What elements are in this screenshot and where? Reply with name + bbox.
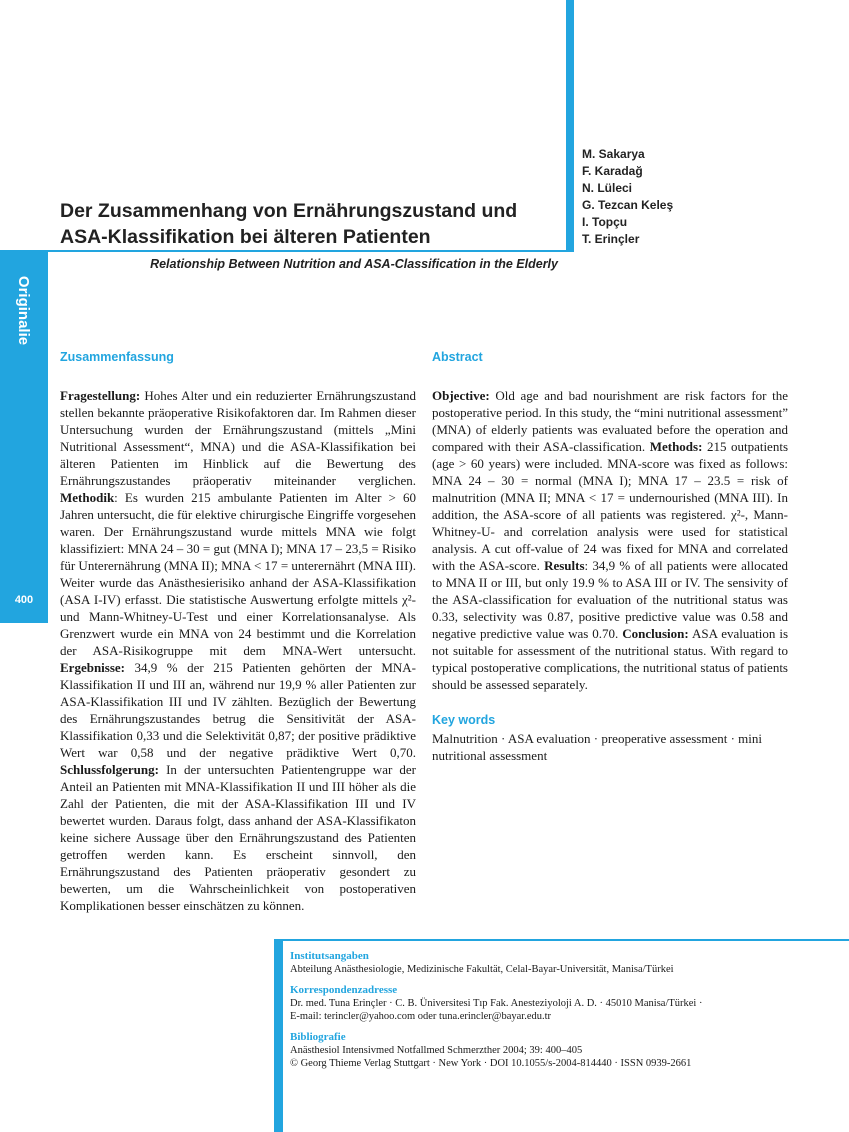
abstract-heading: Abstract [432, 350, 483, 364]
paragraph-text: 34,9 % der 215 Patienten gehörten der MNA-Klassifikation II und III an, während nur 19,9 % aller Patienten zur ASA-Klassifikation III und IV zählten. Bezüglich der Bewertung des Ernährungszustandes betrug die Sensitivität der ASA-Klassifikation 0,33 und die Selektivität 0,87; der positive prädiktive Wert war 0,58 und der negative prädiktive Wert 0,70. [60, 660, 416, 760]
author: M. Sakarya [582, 147, 645, 161]
author: I. Topçu [582, 215, 628, 229]
page-number: 400 [14, 594, 34, 606]
lead-label: Conclusion: [622, 626, 689, 641]
author: F. Karadağ [582, 164, 643, 178]
article-info [290, 950, 830, 1070]
author: N. Lüleci [582, 181, 633, 195]
abstract-text [432, 387, 788, 693]
correspondence-line: Dr. med. Tuna Erinçler · C. B. Üniversitesi Tıp Fak. Anesteziyoloji A. D. · 45010 Manisa/Türkei · [290, 998, 703, 1009]
bibliography-line: © Georg Thieme Verlag Stuttgart · New York · DOI 10.1055/s-2004-814440 · ISSN 0939-2661 [290, 1058, 692, 1069]
paragraph-text: : Es wurden 215 ambulante Patienten im Alter > 60 Jahren untersucht, die für elektive chirurgische Eingriffe vorgesehen waren. Der Ernährungszustand wurde mittels MNA wie folgt klassifiziert: MNA 24 – 30 = gut (MNA I); MNA 17 – 23,5 = Risiko für Unterernährung (MNA II); MNA < 17 = unterernährt (MNA III). Weiter wurde das Anästhesierisiko anhand der ASA-Klassifikation (ASA I-IV) erfasst. Die statistische Auswertung erfolgte mittels χ²-und Mann-Whitney-U-Test und einer Korrelationsanalyse. Als Grenzwert wurde ein MNA von 24 bestimmt und die Korrelation der ASA-Risikogruppe mit dem MNA-Wert untersucht. [60, 490, 416, 658]
author-list [582, 146, 673, 248]
author: T. Erinçler [582, 232, 640, 246]
keywords-heading: Key words [432, 713, 496, 727]
paragraph-text: 215 outpatients (age > 60 years) were included. MNA-score was fixed as follows: MNA 24 – 30 = normal (MNA I); MNA 17 – 23.5 = risk of malnutrition (MNA II; MNA < 17 = undernourished (MNA III). In addition, the ASA-score of all patients was registered. χ²-, Mann-Whitney-U- and correlation analysis were used for statistical analysis. A cut off-value of 24 was fixed for MNA and correlated with the ASA-score. [432, 439, 788, 573]
institution-text: Abteilung Anästhesiologie, Medizinische Fakultät, Celal-Bayar-Universität, Manisa/Türkei [290, 964, 674, 975]
bibliography-line: Anästhesiol Intensivmed Notfallmed Schmerzther 2004; 39: 400–405 [290, 1045, 583, 1056]
zusammenfassung-text [60, 387, 416, 914]
lead-label: Methods: [649, 439, 703, 454]
title-line: Der Zusammenhang von Ernährungszustand und [60, 200, 518, 222]
paragraph-text: : 34,9 % of all patients were allocated to MNA II or III, but only 19.9 % to ASA III or IV. The sensivity of the ASA-classification for evaluation of the nutritional status was 0.33, selectivity was 0.87, positive predictive value was 0.58 and negative predictive value was 0.70. [432, 558, 788, 641]
zusammenfassung-section [60, 350, 416, 914]
lead-label: Results [544, 558, 585, 573]
correspondence-email: E-mail: terincler@yahoo.com oder tuna.erincler@bayar.edu.tr [290, 1011, 552, 1022]
accent-bar-top [566, 0, 574, 250]
keywords-text: Malnutrition · ASA evaluation · preoperative assessment · mini nutritional assessment [432, 731, 762, 763]
lead-label: Objective: [432, 388, 490, 403]
title-rule [0, 250, 574, 252]
paragraph-text: Old age and bad nourishment are risk factors for the postoperative period. In this study, the “mini nutritional assessment” (MNA) of elderly patients was evaluated before the operation and compared with their ASA-classification. [432, 388, 788, 454]
zusammenfassung-heading: Zusammenfassung [60, 350, 174, 364]
title-line: ASA-Klassifikation bei älteren Patienten [60, 226, 431, 248]
correspondence-heading: Korrespondenzadresse [290, 984, 398, 996]
section-label-text: Originalie [15, 275, 33, 345]
lead-label: Methodik [60, 490, 115, 505]
article-subtitle: Relationship Between Nutrition and ASA-Classification in the Elderly [150, 257, 558, 271]
paragraph-text: Hohes Alter und ein reduzierter Ernährungszustand stellen bekannte präoperative Risikofaktoren dar. Im Rahmen dieser Untersuchung wurden der Ernährungszustand (mittels „Mini Nutritional Assessment“, MNA) und die ASA-Klassifikation bei älteren Patienten im Hinblick auf die Bewertung des Ernährungszustandes präoperativ miteinander verglichen. [60, 388, 416, 488]
bibliography-heading: Bibliografie [290, 1031, 346, 1043]
abstract-section [432, 350, 788, 764]
lead-label: Ergebnisse: [60, 660, 125, 675]
footer-rule [274, 939, 849, 941]
paragraph-text: ASA evaluation is not suitable for assessment of the nutritional status. With regard to typical postoperative complications, the nutritional status of patients should be assessed separately. [432, 626, 788, 692]
lead-label: Fragestellung: [60, 388, 141, 403]
author: G. Tezcan Keleş [582, 198, 674, 212]
section-label [0, 250, 48, 370]
article-title [60, 198, 560, 250]
paragraph-text: In der untersuchten Patientengruppe war der Anteil an Patienten mit MNA-Klassifikation II und III höher als die Zahl der Patienten, die mit der ASA-Klassifikation III und IV bewertet wurden. Daraus folgt, dass anhand der ASA-Klassifikaton keine sichere Aussage über den Ernährungszustand des Patienten getroffen werden kann. Es erscheint sinnvoll, den Ernährungszustand des Patienten präoperativ gesondert zu bewerten, um die Wahrscheinlichkeit von postoperativen Komplikationen besser einschätzen zu können. [60, 762, 416, 913]
lead-label: Schlussfolgerung: [60, 762, 159, 777]
institution-heading: Institutsangaben [290, 950, 369, 962]
footer-accent-bar [274, 939, 283, 1132]
